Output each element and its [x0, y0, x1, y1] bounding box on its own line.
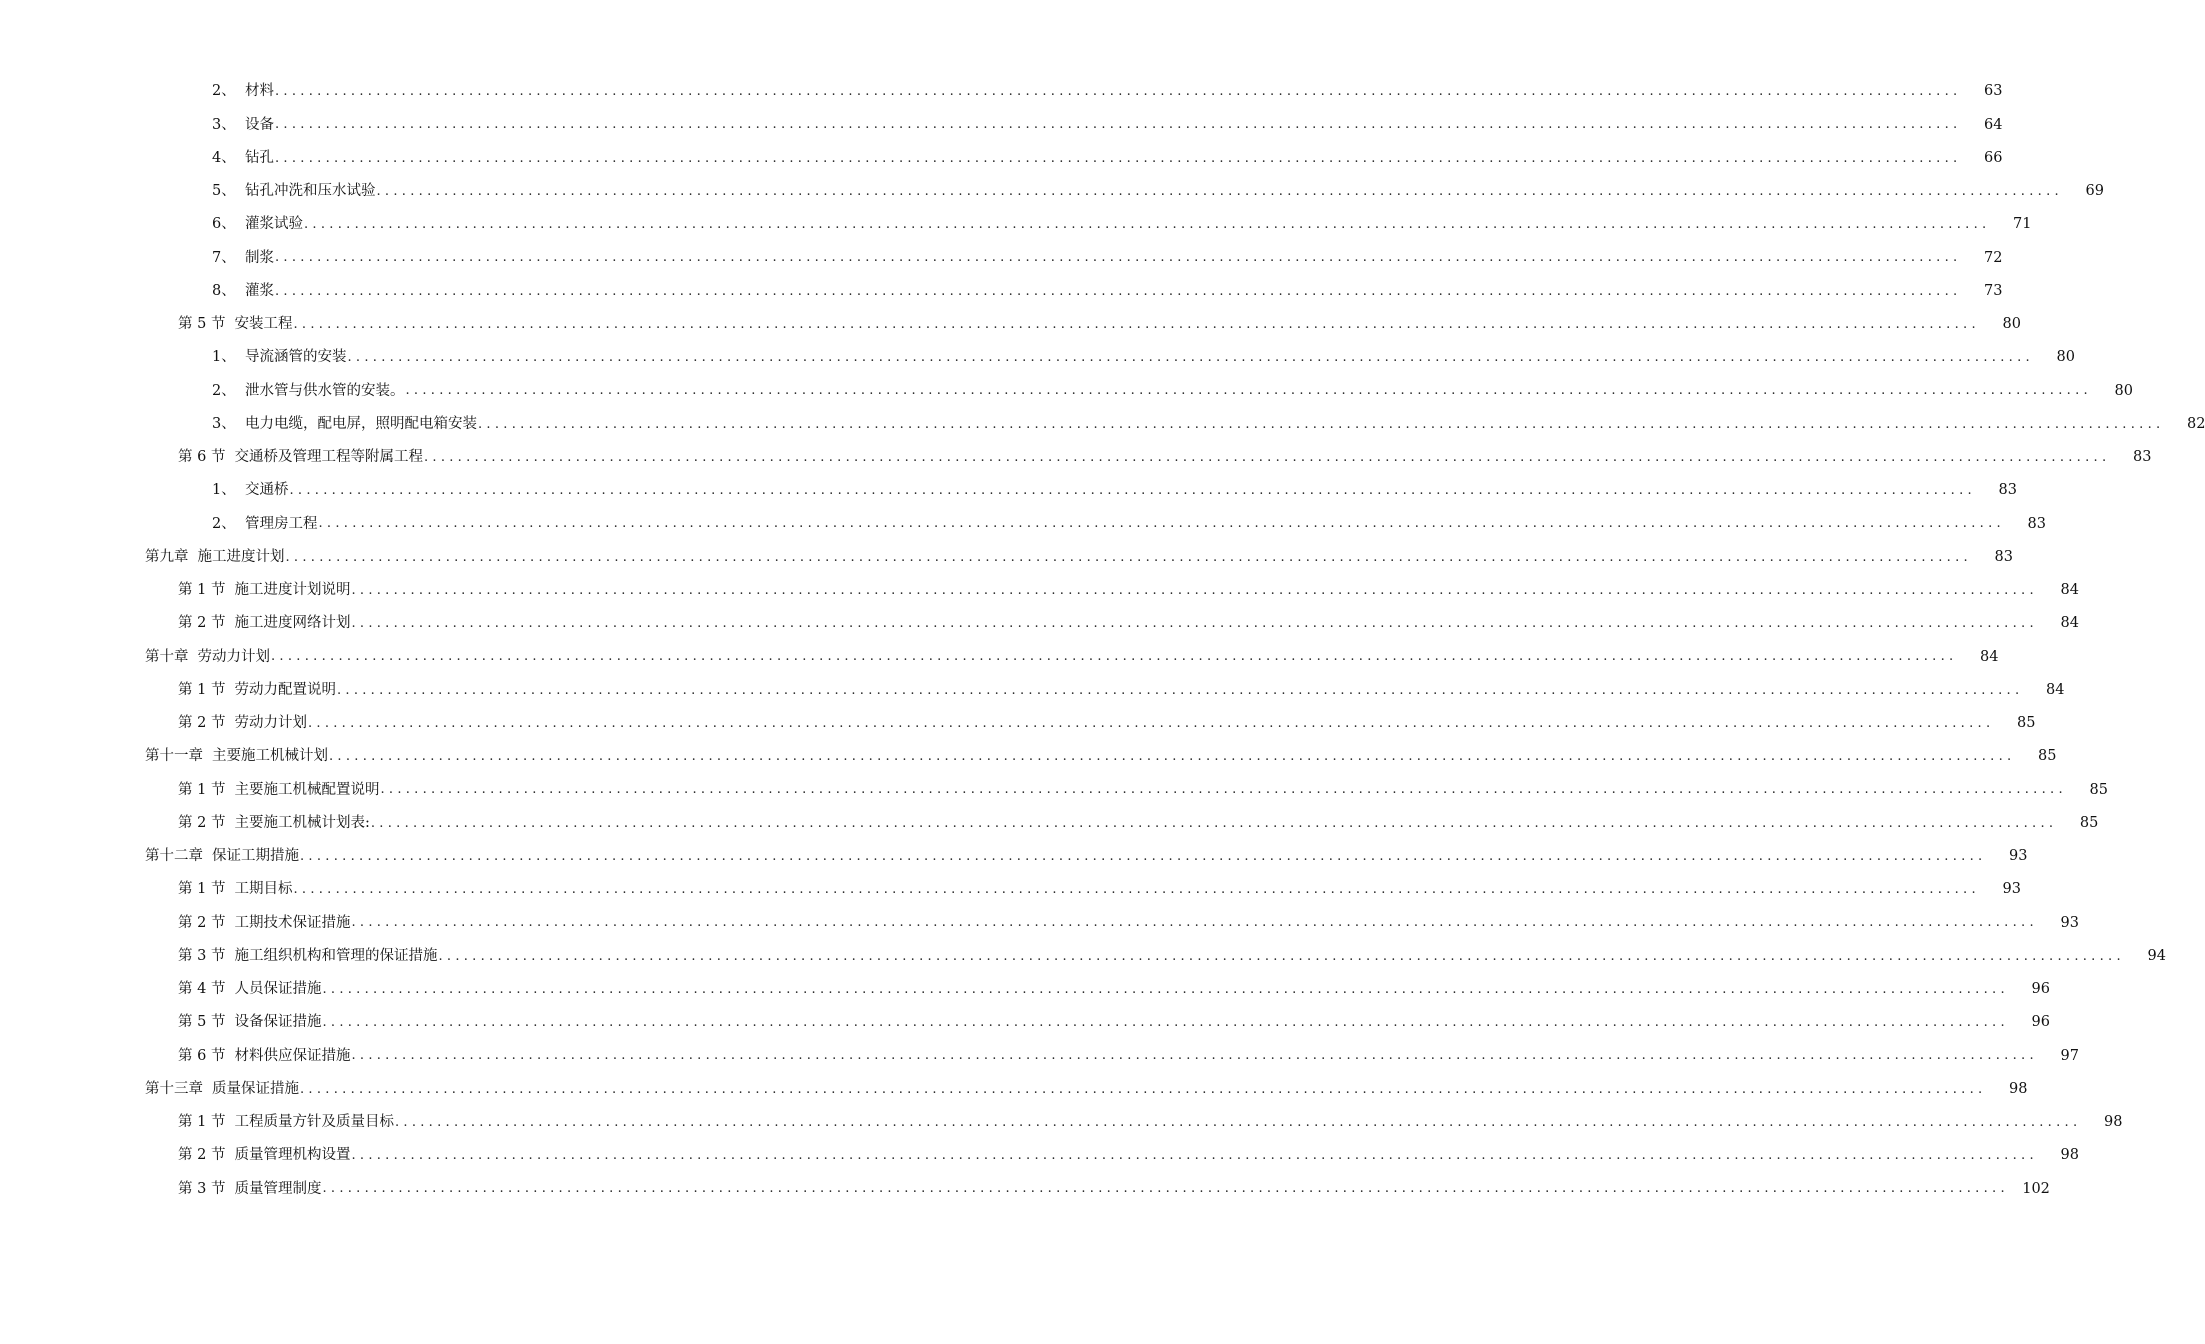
toc-entry-number: 第九章 [145, 548, 189, 565]
toc-entry-title: 质量保证措施 [212, 1080, 299, 1097]
toc-entry-page-number: 84 [2060, 615, 2079, 632]
toc-dot-leader: ........................................................................................................................................................................................................ [307, 715, 1995, 731]
toc-entry-page-number: 80 [2056, 349, 2075, 366]
toc-entry-heading [212, 84, 274, 99]
toc-entry[interactable] [0, 108, 2003, 141]
toc-entry-number: 第 3 节 [178, 1180, 226, 1197]
toc-entry-title: 施工进度计划说明 [234, 582, 351, 599]
toc-entry-page-number: 80 [2114, 382, 2133, 399]
toc-entry-heading [145, 1082, 299, 1097]
toc-entry-heading [178, 1182, 321, 1197]
toc-entry[interactable] [0, 1106, 2123, 1139]
toc-dot-leader: ........................................................................................................................................................................................................ [275, 250, 1962, 266]
toc-dot-leader: ........................................................................................................................................................................................................ [275, 150, 1962, 166]
toc-entry[interactable] [0, 707, 2036, 740]
toc-entry-number: 6、 [212, 216, 236, 233]
toc-entry-heading [178, 1015, 321, 1030]
toc-entry-number: 4、 [212, 149, 236, 166]
toc-entry-page-number: 85 [2089, 781, 2108, 798]
toc-entry-page-number: 85 [2016, 715, 2036, 732]
toc-entry-title: 主要施工机械计划 [212, 748, 328, 765]
toc-entry-page-number: 85 [2079, 814, 2099, 831]
toc-dot-leader: ........................................................................................................................................................................................................ [351, 582, 2038, 598]
toc-entry-title: 施工进度计划 [197, 548, 285, 565]
toc-entry[interactable] [0, 906, 2079, 939]
toc-entry-page-number: 69 [2085, 183, 2104, 200]
toc-dot-leader: ........................................................................................................................................................................................................ [351, 1048, 2038, 1064]
toc-entry-page-number: 63 [1984, 83, 2003, 100]
toc-entry[interactable] [0, 208, 2032, 241]
toc-entry-title: 灌浆 [245, 282, 274, 299]
toc-entry-title: 设备 [245, 116, 274, 133]
toc-entry-title: 钻孔 [245, 149, 274, 166]
toc-entry-title: 主要施工机械计划表: [234, 814, 370, 831]
toc-entry-page-number: 94 [2147, 947, 2166, 964]
toc-entry-heading [145, 550, 285, 565]
toc-dot-leader: ........................................................................................................................................................................................................ [478, 416, 2165, 432]
toc-entry-title: 劳动力计划 [197, 648, 270, 665]
toc-dot-leader: ........................................................................................................................................................................................................ [322, 1181, 2009, 1197]
toc-entry-heading [178, 583, 350, 598]
toc-dot-leader: ........................................................................................................................................................................................................ [329, 749, 2016, 765]
toc-entry-page-number: 97 [2060, 1047, 2079, 1064]
toc-entry[interactable] [0, 773, 2108, 806]
toc-dot-leader: ........................................................................................................................................................................................................ [322, 1015, 2009, 1031]
toc-entry-title: 钻孔冲洗和压水试验 [245, 183, 376, 200]
toc-entry-title: 灌浆试验 [245, 216, 303, 233]
toc-dot-leader: ........................................................................................................................................................................................................ [300, 1081, 1987, 1097]
toc-entry[interactable] [0, 308, 2021, 341]
toc-entry[interactable] [0, 408, 2205, 441]
toc-dot-leader: ........................................................................................................................................................................................................ [289, 483, 1976, 499]
toc-entry-heading [178, 1148, 350, 1163]
toc-entry-page-number: 83 [2027, 515, 2046, 532]
toc-entry-number: 第 5 节 [178, 316, 226, 333]
toc-entry[interactable] [0, 275, 2003, 308]
toc-entry-page-number: 64 [1984, 116, 2003, 133]
toc-entry[interactable] [0, 873, 2021, 906]
toc-entry-number: 第 6 节 [178, 449, 226, 466]
toc-entry-heading [145, 849, 299, 864]
toc-entry-heading [212, 118, 274, 133]
toc-entry-number: 第 4 节 [178, 981, 226, 998]
toc-entry-page-number: 93 [2002, 881, 2021, 898]
toc-entry-heading [178, 982, 321, 997]
toc-entry-number: 第 1 节 [178, 582, 226, 599]
toc-entry-heading [212, 417, 477, 432]
toc-entry-page-number: 71 [2013, 216, 2032, 233]
toc-entry-number: 1、 [212, 482, 236, 499]
toc-dot-leader: ........................................................................................................................................................................................................ [304, 217, 1991, 233]
toc-entry-page-number: 85 [2038, 748, 2057, 765]
toc-dot-leader: ........................................................................................................................................................................................................ [293, 882, 1980, 898]
toc-entry-title: 电力电缆，配电屏，照明配电箱安装 [245, 415, 477, 432]
toc-entry[interactable] [0, 175, 2104, 208]
toc-entry[interactable] [0, 441, 2152, 474]
toc-entry[interactable] [0, 807, 2099, 840]
toc-entry[interactable] [0, 341, 2075, 374]
toc-entry-heading [212, 217, 303, 232]
toc-entry-page-number: 93 [2009, 848, 2028, 865]
toc-entry-title: 交通桥 [245, 482, 289, 499]
toc-dot-leader: ........................................................................................................................................................................................................ [394, 1114, 2082, 1130]
toc-entry[interactable] [0, 640, 1999, 673]
toc-entry-title: 施工组织机构和管理的保证措施 [234, 947, 438, 964]
toc-entry[interactable] [0, 674, 2065, 707]
toc-entry-heading [178, 816, 370, 831]
toc-entry-number: 第十一章 [145, 748, 203, 765]
toc-entry-number: 第 1 节 [178, 881, 226, 898]
toc-entry[interactable] [0, 1139, 2079, 1172]
toc-entry-number: 第十三章 [145, 1080, 203, 1097]
toc-entry-number: 3、 [212, 116, 236, 133]
toc-entry-heading [178, 450, 423, 465]
toc-entry[interactable] [0, 840, 2028, 873]
toc-entry-page-number: 96 [2031, 1014, 2050, 1031]
toc-entry[interactable] [0, 1006, 2050, 1039]
toc-entry-title: 交通桥及管理工程等附属工程 [234, 449, 423, 466]
toc-entry[interactable] [0, 940, 2166, 973]
toc-entry-heading [212, 251, 274, 266]
toc-entry-heading [178, 716, 307, 731]
toc-entry[interactable] [0, 75, 2003, 108]
toc-entry-title: 泄水管与供水管的安装。 [245, 382, 405, 399]
toc-entry-number: 第 2 节 [178, 715, 226, 732]
toc-entry-heading [212, 350, 347, 365]
table-of-contents [0, 75, 2205, 1206]
toc-dot-leader: ........................................................................................................................................................................................................ [351, 616, 2038, 632]
toc-dot-leader: ........................................................................................................................................................................................................ [293, 316, 1980, 332]
toc-dot-leader: ........................................................................................................................................................................................................ [300, 848, 1987, 864]
toc-entry-title: 导流涵管的安装 [245, 349, 347, 366]
toc-dot-leader: ........................................................................................................................................................................................................ [275, 117, 1962, 133]
toc-dot-leader: ........................................................................................................................................................................................................ [423, 449, 2111, 465]
toc-entry-title: 工程质量方针及质量目标 [234, 1114, 394, 1131]
toc-dot-leader: ........................................................................................................................................................................................................ [285, 549, 1972, 565]
toc-entry-heading [178, 882, 292, 897]
toc-entry-number: 第 3 节 [178, 947, 226, 964]
toc-entry-title: 保证工期措施 [212, 848, 299, 865]
toc-entry-heading [212, 151, 274, 166]
toc-entry-number: 2、 [212, 382, 236, 399]
toc-entry-heading [212, 284, 274, 299]
toc-dot-leader: ........................................................................................................................................................................................................ [351, 915, 2038, 931]
toc-dot-leader: ........................................................................................................................................................................................................ [380, 782, 2067, 798]
toc-entry[interactable] [0, 574, 2079, 607]
toc-dot-leader: ........................................................................................................................................................................................................ [351, 1148, 2038, 1164]
toc-entry-number: 第 2 节 [178, 914, 226, 931]
toc-entry-number: 第 1 节 [178, 681, 226, 698]
toc-entry-title: 工期目标 [234, 881, 293, 898]
toc-entry-page-number: 98 [2103, 1114, 2123, 1131]
toc-dot-leader: ........................................................................................................................................................................................................ [347, 350, 2034, 366]
toc-entry-title: 材料 [245, 83, 274, 100]
toc-dot-leader: ........................................................................................................................................................................................................ [275, 84, 1962, 100]
toc-entry[interactable] [0, 1039, 2079, 1072]
toc-entry-page-number: 72 [1984, 249, 2003, 266]
toc-dot-leader: ........................................................................................................................................................................................................ [318, 516, 2005, 532]
toc-entry-number: 第十二章 [145, 848, 203, 865]
toc-entry-heading [178, 1115, 394, 1130]
toc-entry-page-number: 83 [1994, 548, 2013, 565]
toc-entry-heading [178, 616, 350, 631]
toc-entry-page-number: 73 [1984, 282, 2003, 299]
toc-entry-title: 管理房工程 [245, 515, 318, 532]
toc-entry-page-number: 96 [2031, 981, 2050, 998]
toc-entry[interactable] [0, 541, 2013, 574]
toc-entry-heading [178, 916, 350, 931]
toc-dot-leader: ........................................................................................................................................................................................................ [370, 815, 2058, 831]
toc-entry[interactable] [0, 740, 2057, 773]
toc-entry-title: 劳动力计划 [234, 715, 307, 732]
toc-entry-title: 施工进度网络计划 [234, 615, 351, 632]
toc-entry[interactable] [0, 374, 2133, 407]
toc-entry-heading [178, 683, 336, 698]
toc-entry-heading [178, 1049, 350, 1064]
toc-entry-title: 材料供应保证措施 [234, 1047, 351, 1064]
toc-entry-page-number: 82 [2187, 415, 2205, 432]
toc-entry-page-number: 98 [2060, 1147, 2079, 1164]
toc-entry-number: 第 2 节 [178, 814, 226, 831]
toc-entry-number: 8、 [212, 282, 236, 299]
toc-entry-page-number: 102 [2022, 1180, 2050, 1197]
toc-entry-title: 质量管理制度 [234, 1180, 322, 1197]
toc-entry-number: 7、 [212, 249, 236, 266]
toc-entry[interactable] [0, 1073, 2028, 1106]
toc-entry-heading [212, 483, 289, 498]
toc-entry[interactable] [0, 241, 2003, 274]
toc-entry[interactable] [0, 474, 2017, 507]
toc-entry-number: 第 5 节 [178, 1014, 226, 1031]
toc-entry[interactable] [0, 607, 2079, 640]
toc-entry-page-number: 84 [2045, 681, 2065, 698]
toc-entry-number: 第 1 节 [178, 1114, 226, 1131]
toc-entry-title: 工期技术保证措施 [234, 914, 351, 931]
toc-entry-page-number: 84 [2060, 582, 2079, 599]
toc-entry[interactable] [0, 973, 2050, 1006]
toc-entry-title: 劳动力配置说明 [234, 681, 336, 698]
toc-entry-heading [178, 783, 379, 798]
toc-entry-heading [178, 949, 437, 964]
toc-entry-heading [212, 184, 376, 199]
toc-dot-leader: ........................................................................................................................................................................................................ [336, 682, 2024, 698]
toc-dot-leader: ........................................................................................................................................................................................................ [271, 649, 1958, 665]
toc-entry[interactable] [0, 507, 2046, 540]
toc-dot-leader: ........................................................................................................................................................................................................ [322, 981, 2009, 997]
toc-entry[interactable] [0, 1172, 2050, 1205]
toc-entry-heading [145, 749, 328, 764]
toc-entry-page-number: 83 [2132, 449, 2152, 466]
toc-entry-number: 1、 [212, 349, 236, 366]
toc-entry-page-number: 83 [1998, 482, 2017, 499]
toc-entry-page-number: 98 [2009, 1080, 2028, 1097]
toc-dot-leader: ........................................................................................................................................................................................................ [405, 383, 2092, 399]
toc-entry-title: 人员保证措施 [234, 981, 322, 998]
toc-entry-number: 3、 [212, 415, 236, 432]
toc-entry-heading [178, 317, 292, 332]
toc-entry-heading [212, 517, 318, 532]
toc-entry-page-number: 93 [2060, 914, 2079, 931]
toc-entry-heading [145, 650, 270, 665]
toc-entry-number: 第 1 节 [178, 781, 226, 798]
toc-entry-page-number: 80 [2002, 316, 2021, 333]
toc-entry-heading [212, 384, 405, 399]
toc-entry-number: 5、 [212, 183, 236, 200]
toc-entry-title: 设备保证措施 [234, 1014, 322, 1031]
toc-entry-title: 安装工程 [234, 316, 293, 333]
toc-entry-number: 第 2 节 [178, 1147, 226, 1164]
toc-entry-number: 2、 [212, 83, 236, 100]
toc-entry[interactable] [0, 142, 2003, 175]
toc-dot-leader: ........................................................................................................................................................................................................ [275, 283, 1962, 299]
toc-entry-number: 第 6 节 [178, 1047, 226, 1064]
toc-dot-leader: ........................................................................................................................................................................................................ [376, 183, 2063, 199]
toc-entry-number: 第 2 节 [178, 615, 226, 632]
toc-entry-title: 质量管理机构设置 [234, 1147, 351, 1164]
toc-entry-number: 第十章 [145, 648, 189, 665]
toc-entry-number: 2、 [212, 515, 236, 532]
toc-entry-title: 主要施工机械配置说明 [234, 781, 380, 798]
toc-entry-page-number: 84 [1980, 648, 1999, 665]
toc-entry-page-number: 66 [1984, 149, 2003, 166]
toc-entry-title: 制浆 [245, 249, 274, 266]
toc-dot-leader: ........................................................................................................................................................................................................ [438, 948, 2125, 964]
